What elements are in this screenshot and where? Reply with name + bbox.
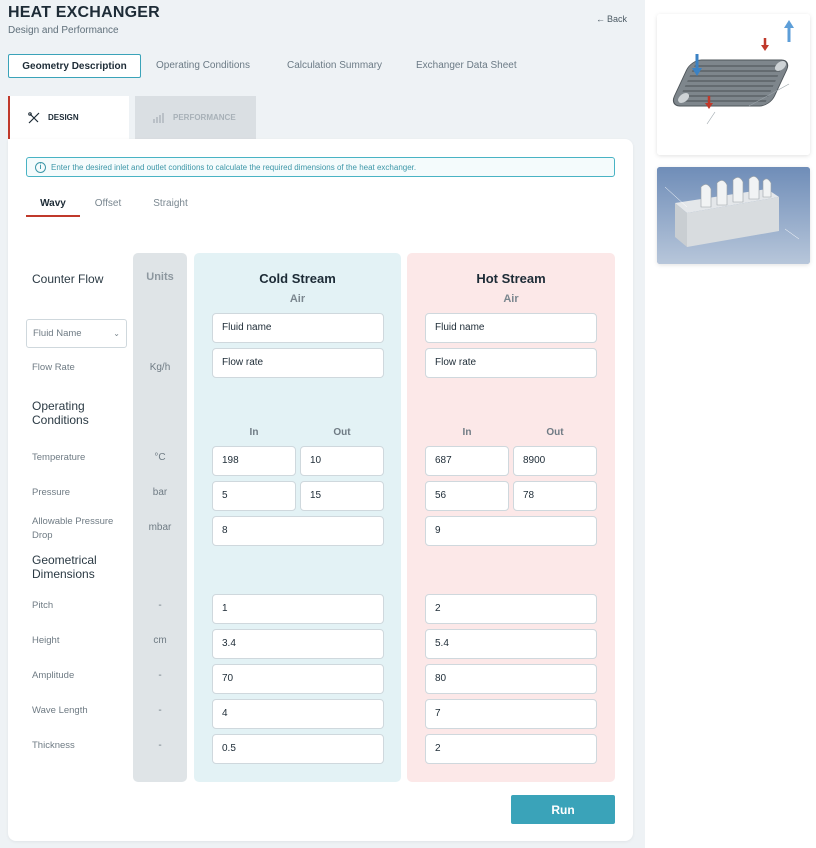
plate-heat-exchanger-render-icon [657, 14, 810, 155]
units-column [133, 253, 187, 782]
app-title: HEAT EXCHANGER [8, 4, 160, 21]
mode-tab-performance[interactable] [135, 96, 256, 139]
pitch-label: Pitch [32, 600, 54, 611]
cold-temperature-in-input[interactable]: 198 [212, 446, 296, 476]
hot-flow-rate-input[interactable]: Flow rate [425, 348, 597, 378]
tab-operating-conditions[interactable]: Operating Conditions [156, 60, 250, 71]
unit-wave-length: - [158, 705, 162, 716]
fin-tab-straight[interactable]: Straight [153, 198, 188, 209]
pressure-label: Pressure [32, 487, 71, 498]
cold-wave-length-input[interactable]: 4 [212, 699, 384, 729]
cold-height-input[interactable]: 3.4 [212, 629, 384, 659]
back-label: Back [607, 14, 628, 24]
hot-stream-fluid: Air [503, 293, 519, 305]
hot-thickness-input[interactable]: 2 [425, 734, 597, 764]
fin-tab-wavy[interactable]: Wavy [26, 198, 80, 217]
hot-temperature-out-input[interactable]: 8900 [513, 446, 597, 476]
cold-in-label: In [249, 427, 259, 438]
mode-tab-design[interactable] [8, 96, 129, 139]
fluid-name-select-label: Fluid Name [33, 328, 82, 339]
hot-pitch-input[interactable]: 2 [425, 594, 597, 624]
run-button[interactable]: Run [511, 795, 615, 824]
chevron-down-icon: ⌄ [113, 329, 120, 338]
cold-amplitude-input[interactable]: 70 [212, 664, 384, 694]
unit-thickness: - [158, 740, 162, 751]
app-subtitle: Design and Performance [8, 25, 119, 36]
tab-exchanger-data-sheet[interactable]: Exchanger Data Sheet [416, 60, 517, 71]
fluid-name-select[interactable] [26, 319, 127, 348]
operating-conditions-label: Operating Conditions [32, 399, 89, 427]
unit-pitch: - [158, 600, 162, 611]
cold-fluid-name-input[interactable]: Fluid name [212, 313, 384, 343]
hot-in-label: In [462, 427, 472, 438]
back-button[interactable] [596, 14, 627, 24]
height-label: Height [32, 635, 60, 646]
info-text: Enter the desired inlet and outlet conditions to calculate the required dimensions of the heat exchanger. [51, 162, 417, 172]
flow-rate-label: Flow Rate [32, 362, 75, 373]
cold-pitch-input[interactable]: 1 [212, 594, 384, 624]
cold-stream-fluid: Air [289, 293, 306, 305]
temperature-label: Temperature [32, 452, 86, 463]
cold-temperature-out-input[interactable]: 10 [300, 446, 384, 476]
unit-amplitude: - [158, 670, 162, 681]
wavy-fin-thumbnail[interactable] [657, 167, 810, 264]
back-arrow-icon: ← [596, 14, 605, 24]
content-card [8, 139, 633, 841]
hot-allowable-pressure-drop-input[interactable]: 9 [425, 516, 597, 546]
allowable-pressure-drop-label: Allowable Pressure Drop [32, 516, 114, 541]
mode-tab-performance-label: PERFORMANCE [173, 113, 236, 122]
fin-tab-offset[interactable]: Offset [94, 198, 122, 209]
unit-pressure: bar [152, 487, 168, 498]
hot-out-label: Out [546, 427, 564, 438]
geometrical-dimensions-label: Geometrical Dimensions [32, 553, 97, 581]
units-header: Units [146, 271, 174, 283]
hot-stream-title: Hot Stream [476, 271, 546, 286]
hot-pressure-in-input[interactable]: 56 [425, 481, 509, 511]
counter-flow-label: Counter Flow [32, 272, 104, 286]
thickness-label: Thickness [32, 740, 75, 751]
mode-tab-design-label: DESIGN [48, 113, 79, 122]
tab-calculation-summary[interactable]: Calculation Summary [287, 60, 383, 71]
tab-geometry-description[interactable]: Geometry Description [8, 54, 141, 78]
info-icon: i [35, 162, 46, 173]
cold-thickness-input[interactable]: 0.5 [212, 734, 384, 764]
plate-heat-exchanger-thumbnail[interactable] [657, 14, 810, 155]
cold-allowable-pressure-drop-input[interactable]: 8 [212, 516, 384, 546]
hot-fluid-name-input[interactable]: Fluid name [425, 313, 597, 343]
hot-temperature-in-input[interactable]: 687 [425, 446, 509, 476]
cold-pressure-out-input[interactable]: 15 [300, 481, 384, 511]
cold-stream-column [194, 253, 401, 782]
info-bar [26, 157, 615, 177]
unit-flow-rate: Kg/h [149, 362, 171, 373]
cold-out-label: Out [333, 427, 351, 438]
wavy-fin-render-icon [657, 167, 810, 264]
right-panel [645, 0, 816, 848]
hot-wave-length-input[interactable]: 7 [425, 699, 597, 729]
design-tools-icon [27, 111, 41, 125]
cold-pressure-in-input[interactable]: 5 [212, 481, 296, 511]
hot-stream-column [407, 253, 615, 782]
unit-temperature: °C [154, 452, 166, 463]
hot-amplitude-input[interactable]: 80 [425, 664, 597, 694]
amplitude-label: Amplitude [32, 670, 75, 681]
unit-height: cm [153, 635, 167, 646]
hot-height-input[interactable]: 5.4 [425, 629, 597, 659]
unit-allowable-pressure-drop: mbar [148, 522, 172, 533]
cold-stream-title: Cold Stream [259, 271, 336, 286]
cold-flow-rate-input[interactable]: Flow rate [212, 348, 384, 378]
performance-chart-icon [152, 111, 166, 125]
hot-pressure-out-input[interactable]: 78 [513, 481, 597, 511]
wave-length-label: Wave Length [32, 705, 88, 716]
